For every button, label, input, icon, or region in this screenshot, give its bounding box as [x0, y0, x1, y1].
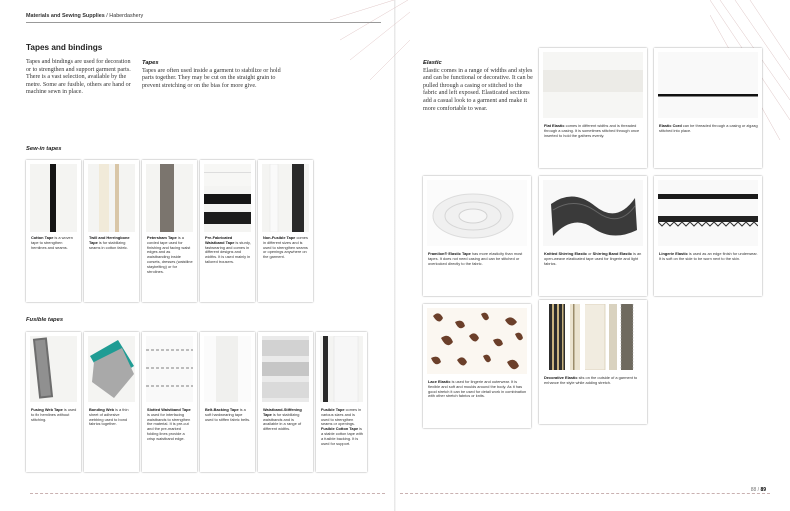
photo-belt-backing-tape	[204, 336, 251, 402]
caption-waistband-stiffening-tape: Waistband-Stiffening Tape is for stabilizing waistbands and is available in a range of different widths.	[263, 407, 302, 432]
header-subsection: Haberdashery	[109, 13, 144, 19]
card-shirring-elastic	[539, 176, 647, 296]
card-waistband-tape	[200, 160, 255, 302]
header-section: Materials and Sewing Supplies	[26, 13, 105, 19]
caption-cotton-tape: Cotton Tape is a woven tape to strengthen hemlines and seams.	[31, 235, 73, 250]
photo-shirring-elastic	[543, 180, 643, 246]
card-slotted-waistband-tape	[142, 332, 197, 472]
caption-elastic-cord: Elastic Cord can be threaded through a casing or zigzag stitched into place.	[659, 123, 758, 133]
card-lingerie-elastic	[654, 176, 762, 296]
header-rule	[26, 22, 381, 23]
card-flat-elastic	[539, 48, 647, 168]
header-separator: /	[104, 13, 110, 19]
card-cotton-tape	[26, 160, 81, 302]
tapes-block	[142, 60, 282, 90]
photo-petersham-tape	[146, 164, 193, 232]
photo-non-fusible-tape	[262, 164, 309, 232]
card-lace-elastic	[423, 304, 531, 428]
elastic-text: Elastic comes in a range of widths and styles and can be functional or decorative. It can be pulled through a casing or stitched to the fabric and left exposed. Elasticated sections add a casual look to a garment and make it more comfortable to wear.	[423, 67, 533, 112]
caption-fusible-tape: Fusible Tape comes in various sizes and is used to strengthen seams or openings. Fusible Cotton Tape is a stable cotton tape with a fusible backing. It is used for support.	[321, 407, 363, 446]
photo-framilon-elastic	[427, 180, 527, 246]
elastic-block	[423, 60, 533, 113]
card-fusing-web-tape	[26, 332, 81, 472]
caption-non-fusible-tape: Non-Fusible Tape comes in different sizes and is used to strengthen seams or openings anywhere on the garment.	[263, 235, 308, 260]
caption-belt-backing-tape: Belt-Backing Tape is a soft hardwearing tape used to stiffen fabric belts.	[205, 407, 251, 422]
caption-decorative-elastic: Decorative Elastic sits on the outside of a garment to enhance the style while adding stretch.	[544, 375, 638, 385]
photo-slotted-waistband-tape	[146, 336, 193, 402]
caption-waistband-tape: Pre-Fabricated Waistband Tape is sturdy, fastwearing and comes in different designs and widths. It is used mainly in tailored trousers.	[205, 235, 251, 264]
card-belt-backing-tape	[200, 332, 255, 472]
card-fusible-tape	[316, 332, 367, 472]
tapes-text: Tapes are often used inside a garment to stabilize or hold parts together. They may be cut on the straight grain to prevent stretching or on the bias for more give.	[142, 67, 281, 89]
caption-framilon-elastic: Framilon® Elastic Tape has more elasticity than most tapes. It does not need casing and can be stitched or overlocked directly to the fabric.	[428, 251, 523, 266]
photo-fusing-web-tape	[30, 336, 77, 402]
caption-petersham-tape: Petersham Tape is a corded tape used for finishing and facing waist edges and as waistbanding inside corsets, dresses (waistline staybelting) or for strrolines.	[147, 235, 193, 274]
photo-bonding-web	[88, 336, 135, 402]
card-framilon-elastic	[423, 176, 531, 296]
section-heading-sewin: Sew-in tapes	[26, 146, 62, 152]
page-number: 88 / 89	[750, 487, 766, 493]
card-decorative-elastic	[539, 300, 647, 424]
caption-lace-elastic: Lace Elastic is used for lingerie and outerwear. It is flexible and soft and moulds around the body. As it has good stretch it can be used for detail work in combination with other stretch fabrics or knits.	[428, 379, 527, 399]
running-header	[26, 13, 143, 19]
footer-dashed-line-right	[400, 493, 770, 494]
caption-lingerie-elastic: Lingerie Elastic is used as an edge finish for underwear. It is soft on the side to be worn next to the skin.	[659, 251, 758, 261]
tapes-heading: Tapes	[142, 60, 159, 66]
photo-lingerie-elastic	[658, 180, 758, 246]
intro-paragraph: Tapes and bindings are used for decoration or to strengthen and support garment parts. There is a vast selection, available by the metre. Some are fusible, others are hand or machine sewn in place.	[26, 59, 131, 96]
footer-dashed-line-left	[30, 493, 385, 494]
caption-slotted-waistband-tape: Slotted Waistband Tape is used for interfacing waistbands to strengthen the material. It is pre-cut and the pre-marked folding lines provide a crisp waistband edge.	[147, 407, 191, 441]
card-non-fusible-tape	[258, 160, 313, 302]
caption-shirring-elastic: Knitted Shirring Elastic or Shirring Band Elastic is an open-weave elasticated tape used for lingerie and light fabrics.	[544, 251, 642, 266]
photo-decorative-elastic	[543, 304, 643, 370]
card-waistband-stiffening-tape	[258, 332, 313, 472]
photo-fusible-tape	[320, 336, 363, 402]
card-petersham-tape	[142, 160, 197, 302]
elastic-heading: Elastic	[423, 60, 442, 66]
card-elastic-cord	[654, 48, 762, 168]
photo-cotton-tape	[30, 164, 77, 232]
card-bonding-web	[84, 332, 139, 472]
photo-twill-tape	[88, 164, 135, 232]
section-heading-fusible: Fusible tapes	[26, 317, 64, 323]
card-twill-tape	[84, 160, 139, 302]
page-title: Tapes and bindings	[26, 43, 103, 52]
photo-lace-elastic	[427, 308, 527, 374]
photo-waistband-stiffening-tape	[262, 336, 309, 402]
photo-waistband-tape	[204, 164, 251, 232]
caption-bonding-web: Bonding Web is a thin sheet of adhesive webbing used to bond fabrics together.	[89, 407, 129, 427]
thread-decoration-left	[330, 0, 410, 140]
caption-flat-elastic: Flat Elastic comes in different widths and is threaded through a casing. It is sometimes stitched through once inserted to hold the gathers evenly.	[544, 123, 640, 138]
photo-flat-elastic	[543, 52, 643, 118]
photo-elastic-cord	[658, 52, 758, 118]
caption-twill-tape: Twill and Herringbone Tape is for stabilizing seams in cotton fabric.	[89, 235, 130, 250]
caption-fusing-web-tape: Fusing Web Tape is used to fix hemlines without stitching.	[31, 407, 77, 422]
